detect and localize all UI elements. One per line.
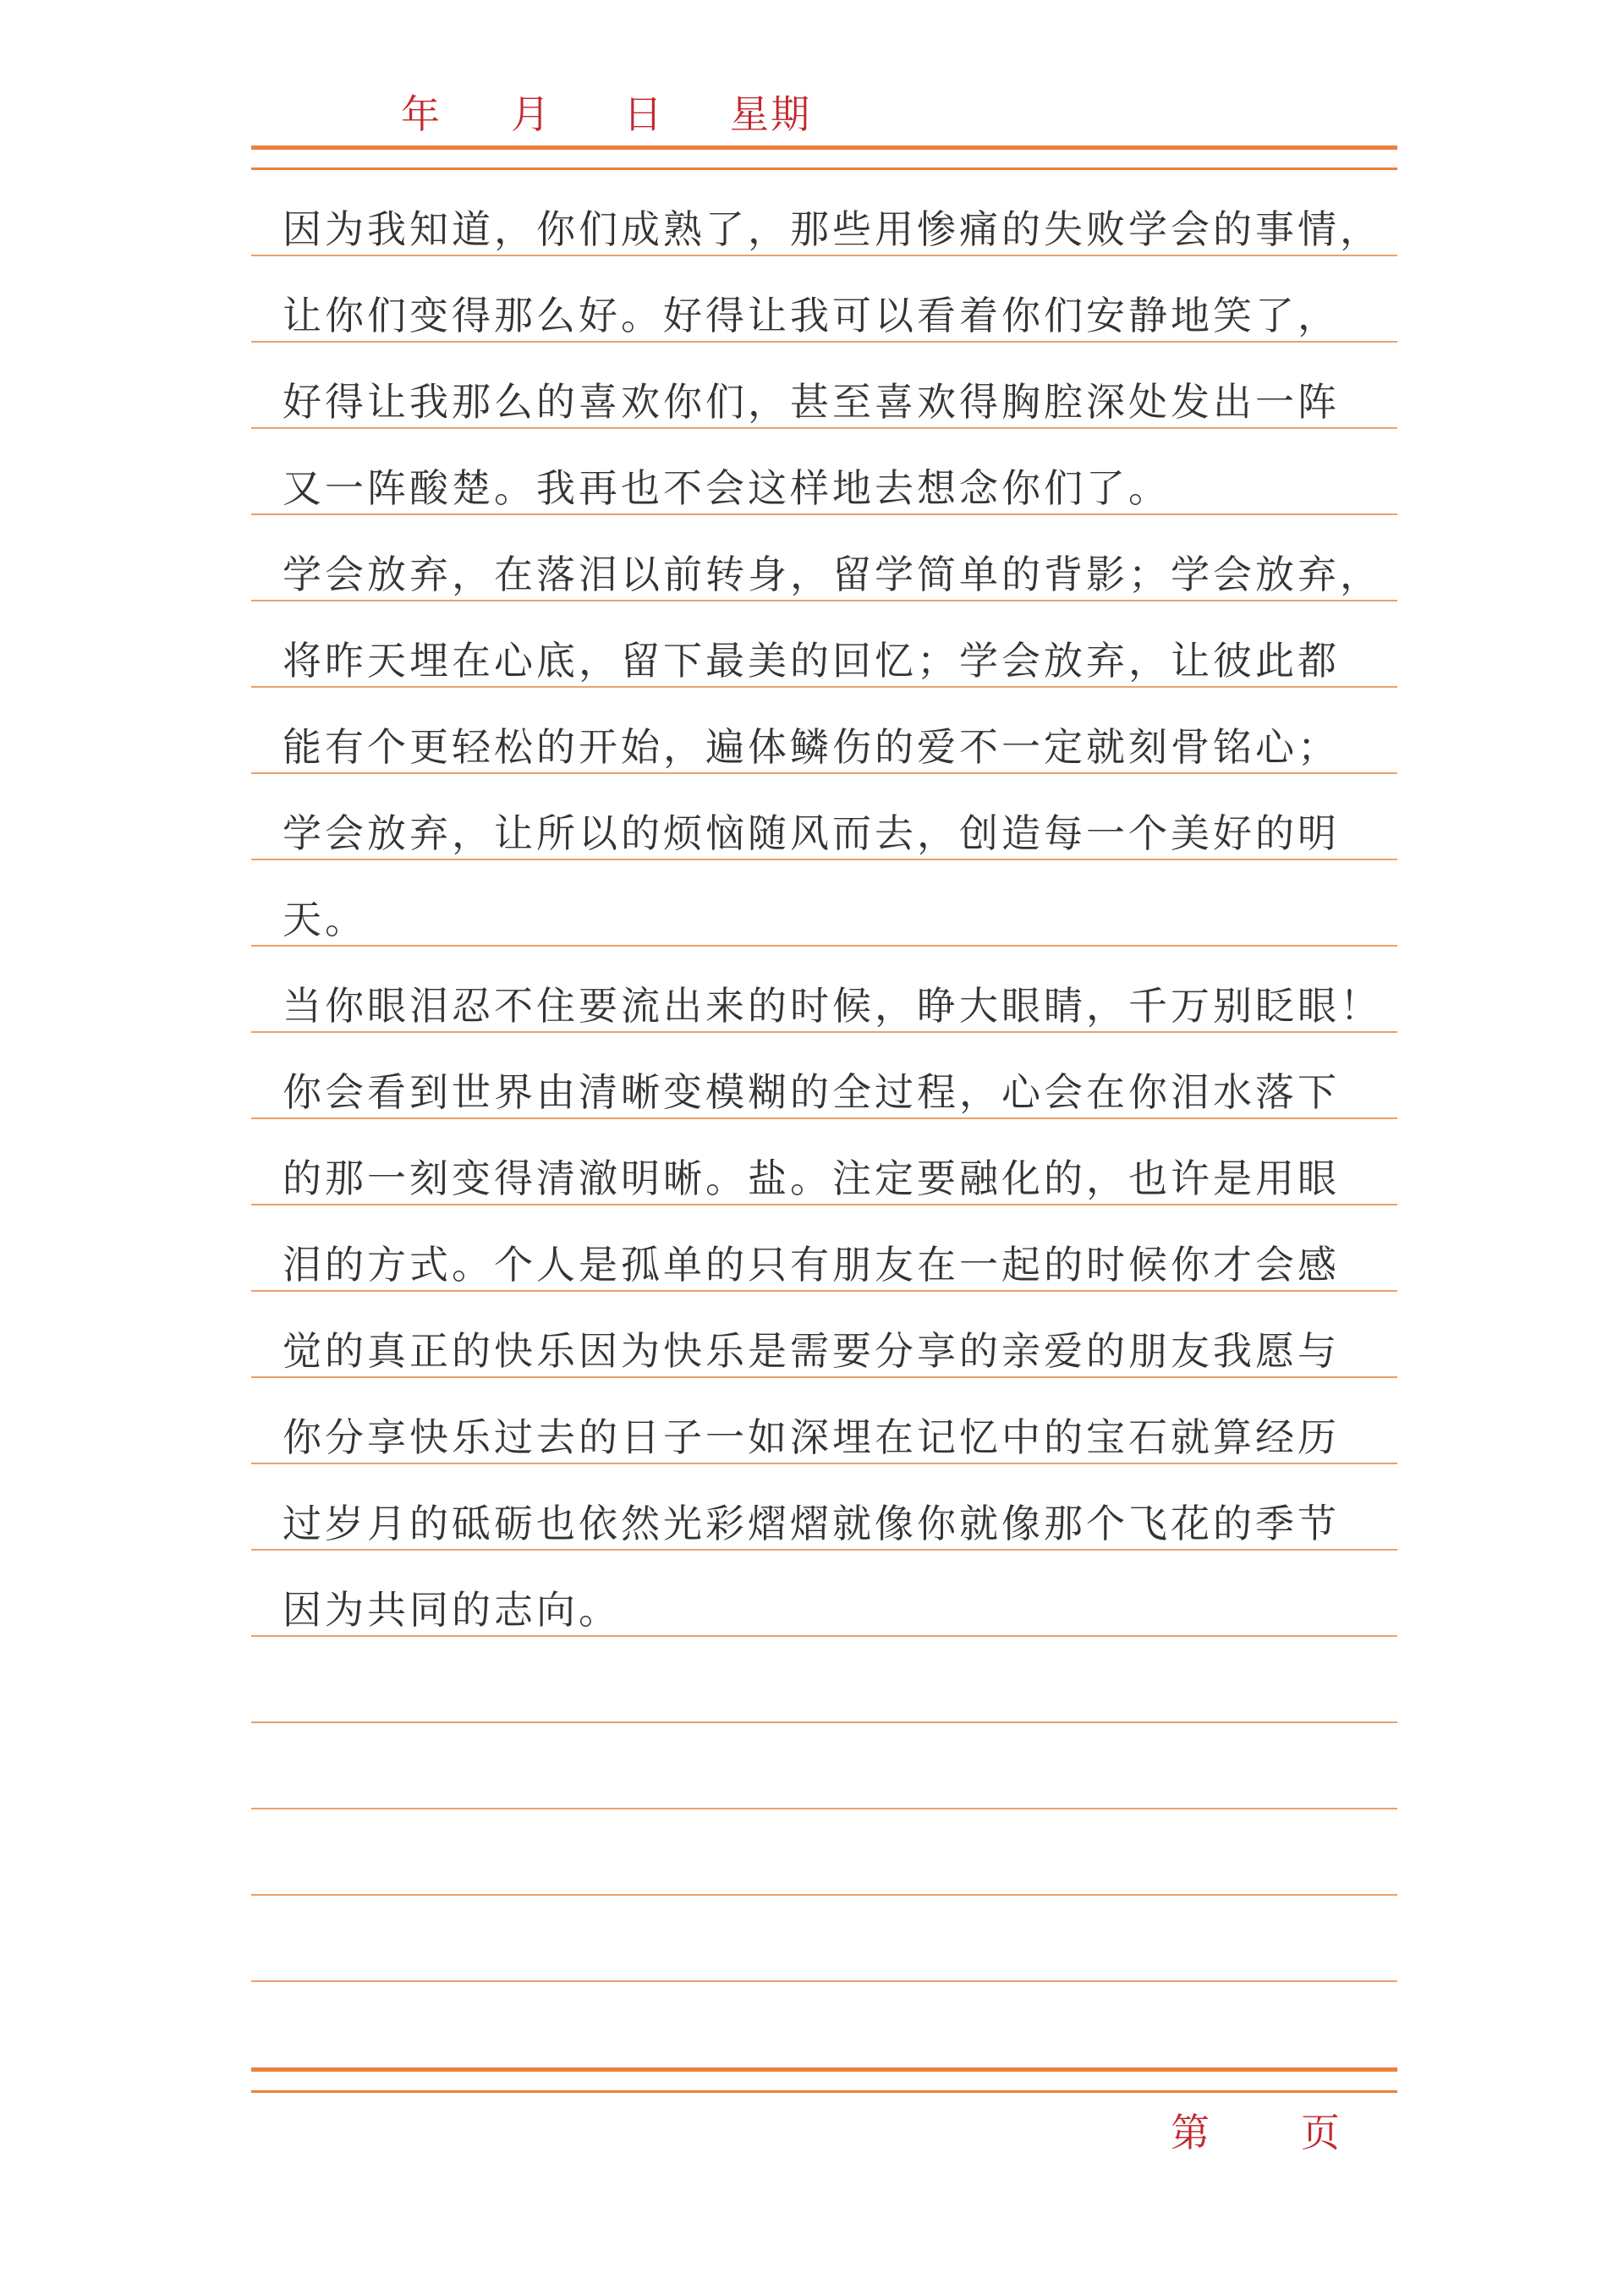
blank-row: [251, 1896, 1397, 1982]
text-line: 学会放弃，在落泪以前转身，留学简单的背影；学会放弃，: [283, 552, 1382, 597]
text-row: [251, 601, 1397, 688]
text-row: [251, 1033, 1397, 1119]
day-label: 日: [623, 91, 664, 137]
text-line: 你分享快乐过去的日子一如深埋在记忆中的宝石就算经历: [283, 1414, 1340, 1460]
month-label: 月: [511, 91, 551, 137]
header-rule-thick: [251, 145, 1397, 150]
text-line: 你会看到世界由清晰变模糊的全过程，心会在你泪水落下: [283, 1069, 1340, 1115]
text-row: [251, 860, 1397, 947]
text-row: [251, 774, 1397, 860]
text-row: [251, 256, 1397, 343]
text-row: [251, 688, 1397, 774]
text-line: 当你眼泪忍不住要流出来的时候，睁大眼睛，千万别眨眼！: [283, 983, 1382, 1029]
text-line: 因为我知道，你们成熟了，那些用惨痛的失败学会的事情，: [283, 206, 1382, 252]
text-line: 天。: [283, 897, 367, 942]
text-line: 好得让我那么的喜欢你们，甚至喜欢得胸腔深处发出一阵: [283, 379, 1340, 425]
text-line: 泪的方式。个人是孤单的只有朋友在一起的时候你才会感: [283, 1242, 1340, 1288]
text-line: 让你们变得那么好。好得让我可以看着你们安静地笑了，: [283, 293, 1340, 338]
text-row: [251, 1378, 1397, 1464]
text-row: [251, 515, 1397, 601]
text-row: [251, 1205, 1397, 1292]
text-row: [251, 429, 1397, 515]
text-row: [251, 1119, 1397, 1205]
text-line: 的那一刻变得清澈明晰。盐。注定要融化的，也许是用眼: [283, 1156, 1340, 1201]
text-row: [251, 1551, 1397, 1637]
text-line: 因为共同的志向。: [283, 1587, 621, 1633]
footer-rule-thick: [251, 2067, 1397, 2072]
text-line: 能有个更轻松的开始，遍体鳞伤的爱不一定就刻骨铭心；: [283, 724, 1340, 770]
text-line: 学会放弃，让所以的烦恼随风而去，创造每一个美好的明: [283, 810, 1340, 856]
text-line: 将昨天埋在心底，留下最美的回忆；学会放弃，让彼此都: [283, 638, 1340, 684]
year-label: 年: [401, 91, 442, 137]
weekday-label: 星期: [730, 91, 811, 137]
text-line: 又一阵酸楚。我再也不会这样地去想念你们了。: [283, 465, 1171, 511]
text-row: [251, 343, 1397, 429]
blank-row: [251, 1723, 1397, 1809]
page-prefix-label: 第: [1171, 2110, 1210, 2155]
footer-rule-thin: [251, 2090, 1397, 2093]
text-row: [251, 1292, 1397, 1378]
text-row: [251, 1464, 1397, 1551]
blank-row: [251, 1637, 1397, 1723]
text-line: 觉的真正的快乐因为快乐是需要分享的亲爱的朋友我愿与: [283, 1328, 1340, 1374]
page-suffix-label: 页: [1301, 2110, 1340, 2155]
text-line: 过岁月的砥砺也依然光彩熠熠就像你就像那个飞花的季节: [283, 1501, 1340, 1546]
text-row: [251, 947, 1397, 1033]
blank-row: [251, 1809, 1397, 1896]
ruled-sheet: [251, 170, 1397, 1982]
text-row: [251, 170, 1397, 256]
